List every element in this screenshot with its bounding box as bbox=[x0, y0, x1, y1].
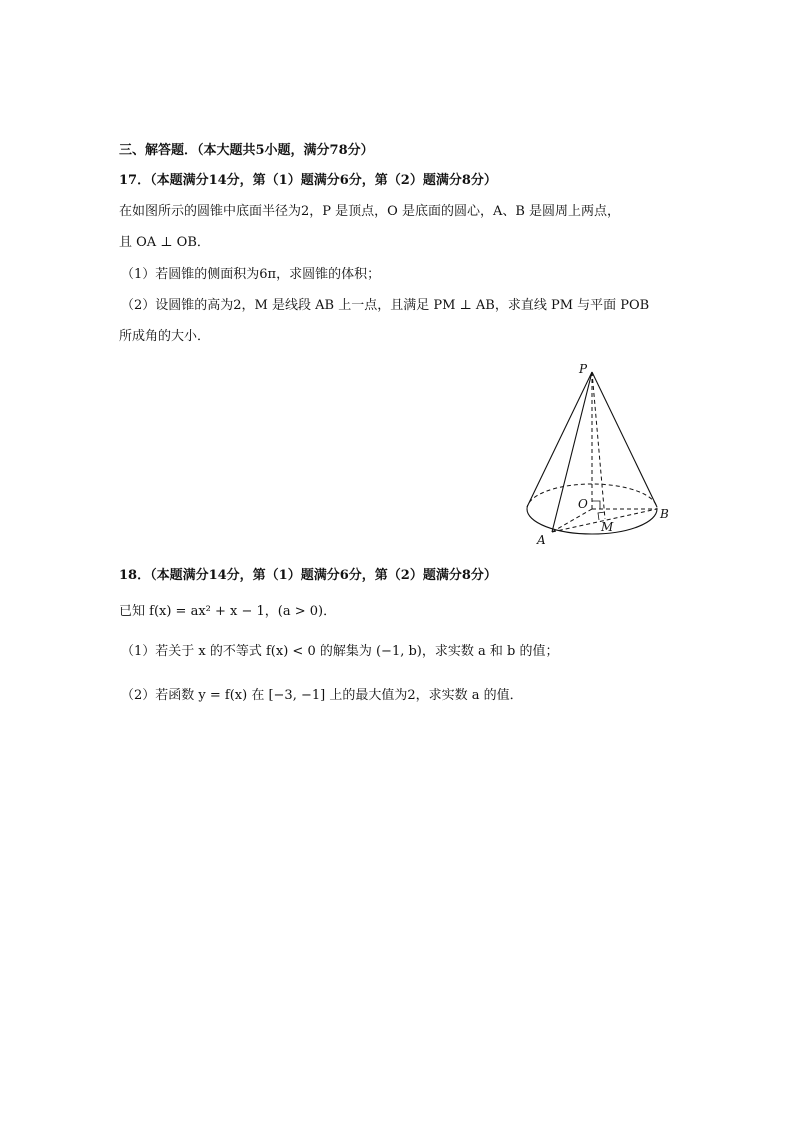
q17-header: 17．（本题满分14分，第（1）题满分6分，第（2）题满分8分） bbox=[119, 173, 497, 188]
cone-base-front-arc bbox=[527, 509, 657, 534]
q17-part2-line2: 所成角的大小． bbox=[119, 329, 211, 344]
label-B: B bbox=[660, 507, 669, 521]
cone-figure bbox=[515, 355, 685, 550]
cone-diagram bbox=[515, 355, 685, 550]
label-A: A bbox=[537, 533, 546, 547]
q18-part1: （1）若关于 x 的不等式 f(x) < 0 的解集为 (−1, b)，求实数 a 和 b 的值； bbox=[121, 644, 559, 659]
q17-part1: （1）若圆锥的侧面积为6π，求圆锥的体积； bbox=[121, 267, 381, 282]
label-M: M bbox=[601, 520, 614, 534]
q18-part2: （2）若函数 y = f(x) 在 [−3, −1] 上的最大值为2，求实数 a 的值． bbox=[121, 688, 523, 703]
q17-stem-line1: 在如图所示的圆锥中底面半径为2，P 是顶点，O 是底面的圆心，A、B 是圆周上两点， bbox=[119, 204, 621, 219]
right-angle-mark-O bbox=[592, 501, 600, 509]
label-O: O bbox=[578, 497, 588, 511]
q17-stem-line2: 且 OA ⊥ OB． bbox=[119, 235, 210, 250]
q18-stem: 已知 f(x) = ax² + x − 1，(a > 0)． bbox=[119, 604, 337, 619]
q17-part2-line1: （2）设圆锥的高为2，M 是线段 AB 上一点，且满足 PM ⊥ AB，求直线 PM 与平面 POB bbox=[121, 298, 650, 313]
right-angle-mark-M bbox=[598, 512, 605, 520]
q18-header: 18．（本题满分14分，第（1）题满分6分，第（2）题满分8分） bbox=[119, 568, 497, 583]
cone-left-generator bbox=[527, 372, 592, 507]
label-P: P bbox=[579, 362, 588, 376]
section-header: 三、解答题．（本大题共5小题，满分78分） bbox=[119, 143, 374, 158]
radius-OA bbox=[552, 509, 592, 532]
